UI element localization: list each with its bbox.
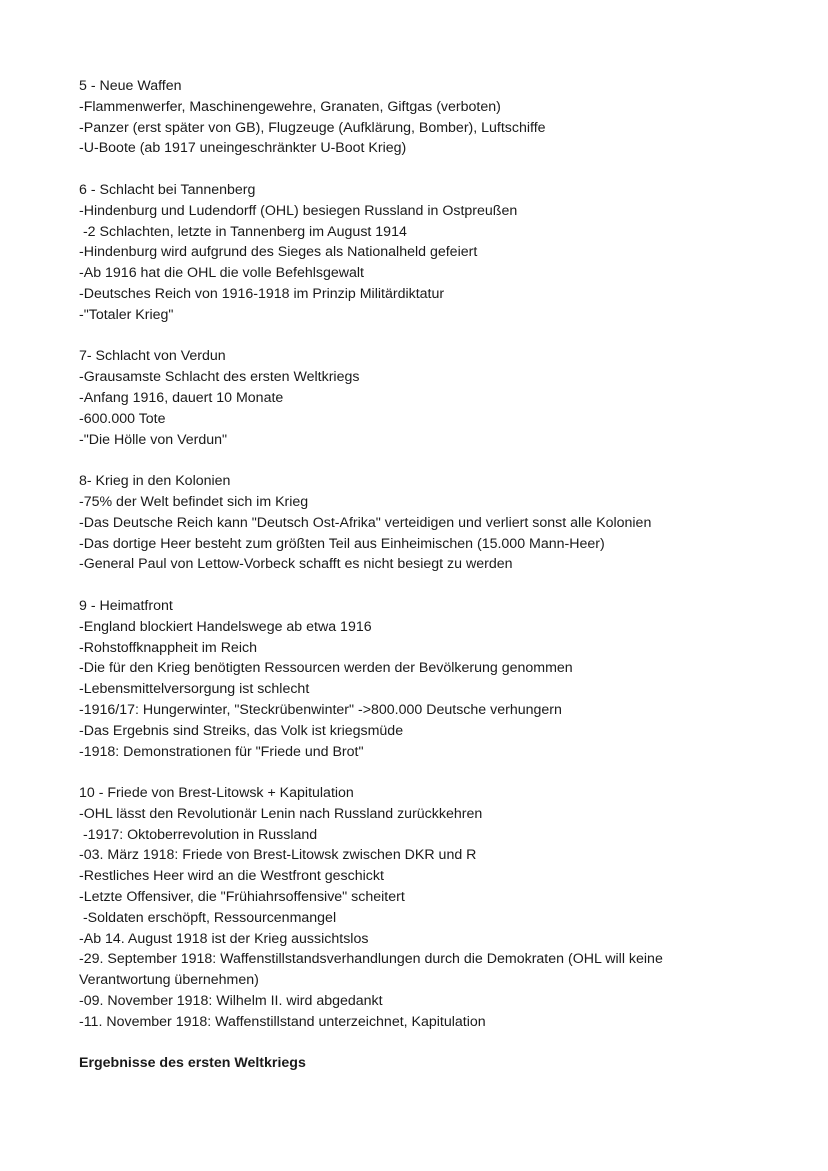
section-title: 5 - Neue Waffen (79, 78, 182, 94)
list-item: -1918: Demonstrationen für "Friede und Brot" (79, 743, 364, 760)
section-brest-litowsk (79, 783, 799, 1033)
list-item: -U-Boote (ab 1917 uneingeschränkter U-Boot Krieg) (79, 140, 407, 157)
list-item: -"Die Hölle von Verdun" (79, 431, 228, 448)
list-item: -England blockiert Handelswege ab etwa 1916 (79, 618, 372, 635)
section-title: 10 - Friede von Brest-Litowsk + Kapitulation (79, 785, 354, 802)
list-item: -1917: Oktoberrevolution in Russland (79, 826, 318, 843)
document-page (79, 76, 799, 1074)
list-item: Verantwortung übernehmen) (79, 972, 259, 989)
list-item: -Hindenburg und Ludendorff (OHL) besiegen Russland in Ostpreußen (79, 202, 518, 219)
list-item: -Das Deutsche Reich kann "Deutsch Ost-Afrika" verteidigen und verliert sonst alle Kolonien (79, 514, 652, 531)
section-tannenberg (79, 180, 799, 326)
list-item: -Letzte Offensiver, die "Frühiahrsoffensive" scheitert (79, 889, 405, 906)
results-heading: Ergebnisse des ersten Weltkriegs (79, 1055, 306, 1072)
list-item: -Lebensmittelversorgung ist schlecht (79, 681, 310, 698)
list-item: -Grausamste Schlacht des ersten Weltkriegs (79, 369, 360, 386)
list-item: -Panzer (erst später von GB), Flugzeuge (Aufklärung, Bomber), Luftschiffe (79, 119, 546, 136)
list-item: -Ab 1916 hat die OHL die volle Befehlsgewalt (79, 265, 364, 282)
section-title: 9 - Heimatfront (79, 597, 173, 614)
section-neue-waffen (79, 76, 799, 159)
list-item: -Anfang 1916, dauert 10 Monate (79, 389, 284, 406)
list-item: -Restliches Heer wird an die Westfront geschickt (79, 868, 384, 885)
list-item: -Hindenburg wird aufgrund des Sieges als Nationalheld gefeiert (79, 244, 478, 261)
list-item: -General Paul von Lettow-Vorbeck schafft es nicht besiegt zu werden (79, 556, 513, 573)
section-verdun (79, 346, 799, 450)
list-item: -Das Ergebnis sind Streiks, das Volk ist kriegsmüde (79, 722, 404, 739)
list-item: -Die für den Krieg benötigten Ressourcen werden der Bevölkerung genommen (79, 660, 573, 677)
list-item: -75% der Welt befindet sich im Krieg (79, 493, 309, 510)
section-title: 6 - Schlacht bei Tannenberg (79, 181, 256, 198)
list-item: -2 Schlachten, letzte in Tannenberg im August 1914 (79, 223, 407, 240)
list-item: -Ab 14. August 1918 ist der Krieg aussichtslos (79, 930, 369, 947)
list-item: -09. November 1918: Wilhelm II. wird abgedankt (79, 993, 383, 1010)
list-item: -29. September 1918: Waffenstillstandsverhandlungen durch die Demokraten (OHL will keine (79, 951, 663, 968)
list-item: -OHL lässt den Revolutionär Lenin nach Russland zurückkehren (79, 805, 483, 822)
list-item: -11. November 1918: Waffenstillstand unterzeichnet, Kapitulation (79, 1013, 486, 1030)
list-item: -Flammenwerfer, Maschinengewehre, Granaten, Giftgas (verboten) (79, 98, 501, 115)
section-title: 8- Krieg in den Kolonien (79, 473, 231, 490)
list-item: -03. März 1918: Friede von Brest-Litowsk zwischen DKR und R (79, 847, 477, 864)
list-item: -600.000 Tote (79, 410, 166, 427)
section-heimatfront (79, 596, 799, 762)
section-title: 7- Schlacht von Verdun (79, 348, 226, 365)
list-item: -"Totaler Krieg" (79, 306, 174, 323)
section-kolonien (79, 471, 799, 575)
list-item: -Soldaten erschöpft, Ressourcenmangel (79, 909, 337, 926)
list-item: -Das dortige Heer besteht zum größten Teil aus Einheimischen (15.000 Mann-Heer) (79, 535, 605, 552)
list-item: -1916/17: Hungerwinter, "Steckrübenwinter" ->800.000 Deutsche verhungern (79, 701, 562, 718)
list-item: -Deutsches Reich von 1916-1918 im Prinzip Militärdiktatur (79, 285, 445, 302)
list-item: -Rohstoffknappheit im Reich (79, 639, 257, 656)
